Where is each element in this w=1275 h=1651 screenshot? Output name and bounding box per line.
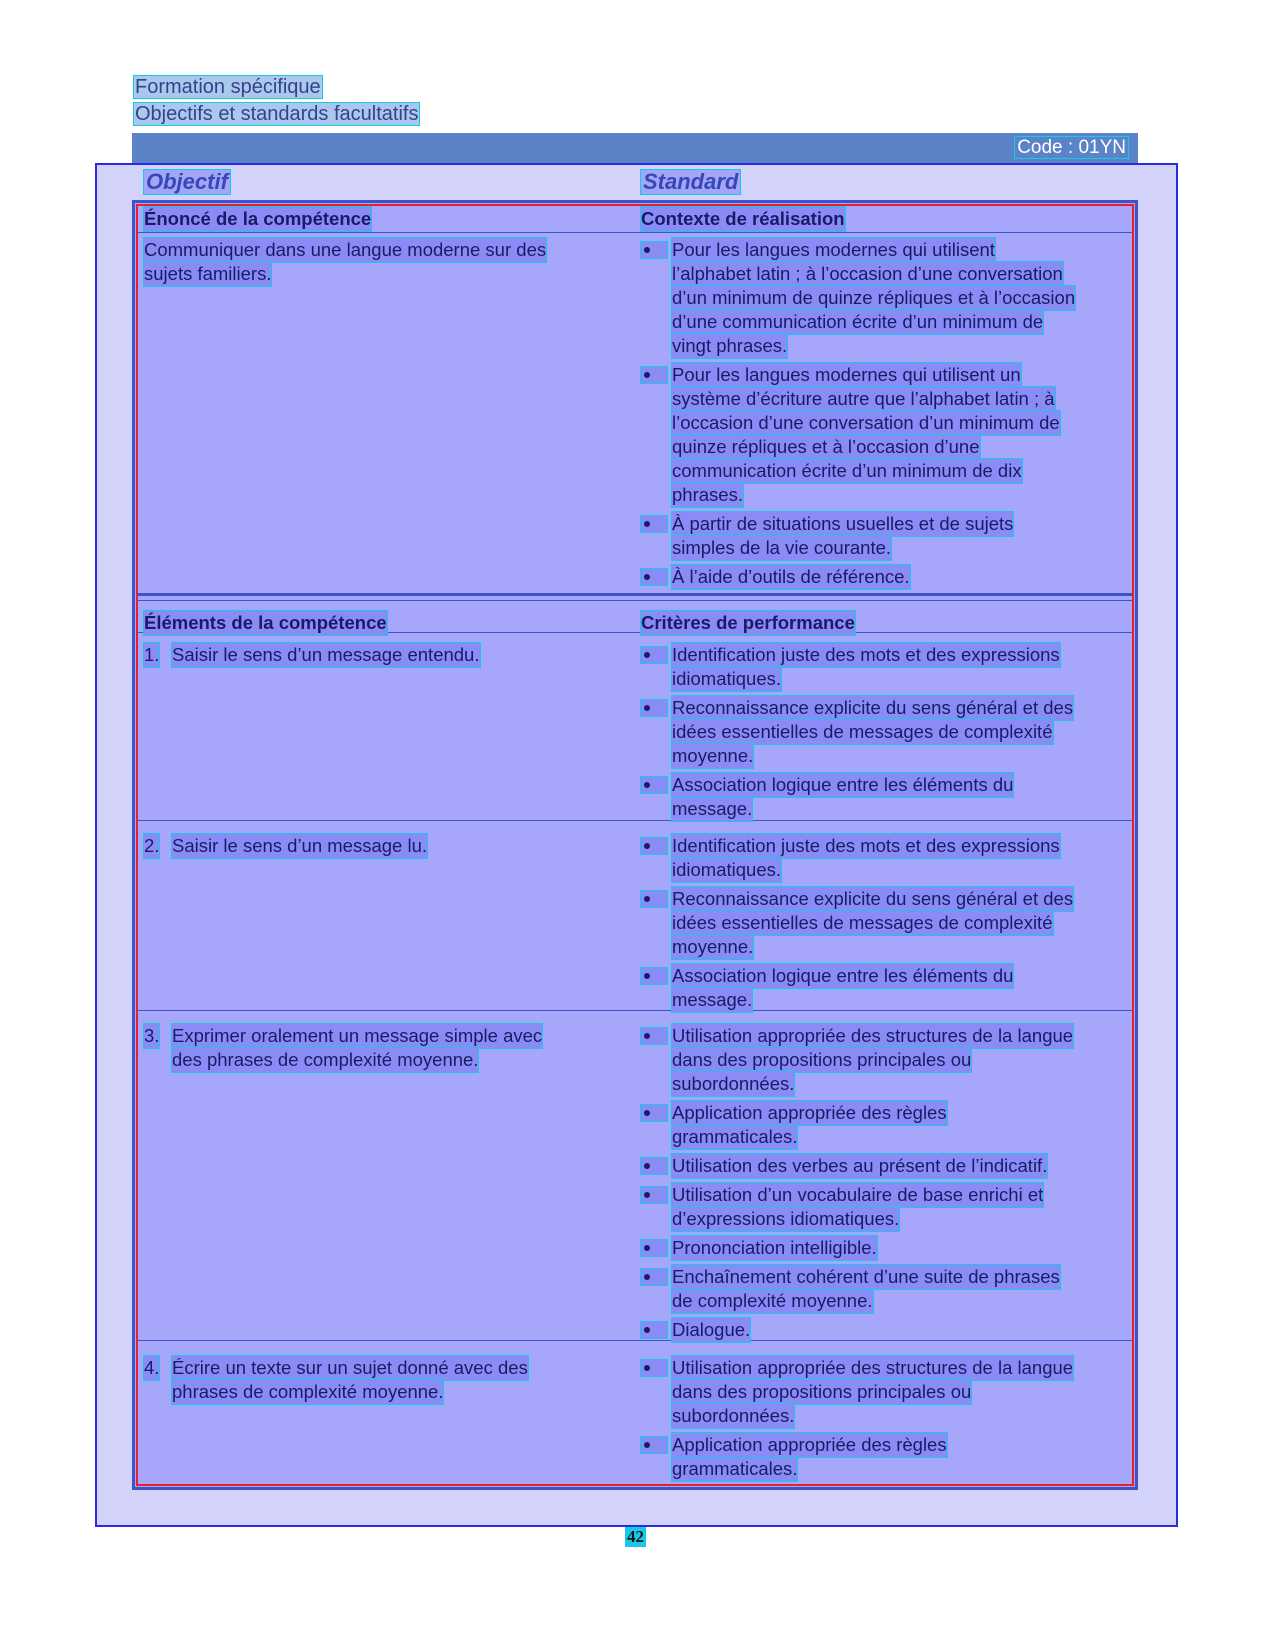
- criterion-line: Application appropriée des règles: [672, 1434, 947, 1455]
- element-text: Exprimer oralement un message simple avec: [172, 1025, 543, 1046]
- criterion-line: Reconnaissance explicite du sens général et des: [672, 888, 1074, 909]
- criterion-line: grammaticales.: [672, 1126, 798, 1147]
- bullet-icon: [641, 516, 667, 532]
- criterion-line: d’une communication écrite d’un minimum de: [672, 311, 1044, 332]
- criterion-line: Utilisation appropriée des structures de la langue: [672, 1025, 1074, 1046]
- bullet-icon: [641, 1028, 667, 1044]
- criterion-line: Application appropriée des règles: [672, 1102, 947, 1123]
- element-text: des phrases de complexité moyenne.: [172, 1049, 479, 1070]
- section-divider: [136, 593, 1134, 596]
- criterion-line: d’expressions idiomatiques.: [672, 1208, 900, 1229]
- section-header-contexte: Contexte de réalisation: [641, 208, 845, 229]
- bullet-icon: [641, 1322, 667, 1338]
- bullet-icon: [641, 1437, 667, 1453]
- bullet-icon: [641, 242, 667, 258]
- criterion-line: Enchaînement cohérent d’une suite de phrases: [672, 1266, 1060, 1287]
- criterion-line: À partir de situations usuelles et de sujets: [672, 513, 1014, 534]
- bullet-icon: [641, 1269, 667, 1285]
- criterion-line: Pour les langues modernes qui utilisent: [672, 239, 995, 260]
- bullet-icon: [641, 569, 667, 585]
- criterion-line: subordonnées.: [672, 1073, 795, 1094]
- header-line-1: Formation spécifique: [135, 76, 321, 98]
- criterion-line: grammaticales.: [672, 1458, 798, 1479]
- criterion-line: dans des propositions principales ou: [672, 1049, 972, 1070]
- competency-statement: sujets familiers.: [144, 263, 272, 284]
- criterion-line: moyenne.: [672, 745, 754, 766]
- criterion-line: idées essentielles de messages de complexité: [672, 912, 1053, 933]
- section-header-elements: Éléments de la compétence: [144, 612, 387, 633]
- bullet-icon: [641, 1105, 667, 1121]
- criterion-line: l’occasion d’une conversation d’un minimum de: [672, 412, 1060, 433]
- row-divider: [136, 1340, 1134, 1341]
- criterion-line: dans des propositions principales ou: [672, 1381, 972, 1402]
- criterion-line: de complexité moyenne.: [672, 1290, 873, 1311]
- criterion-line: Utilisation des verbes au présent de l’indicatif.: [672, 1155, 1048, 1176]
- criterion-line: idées essentielles de messages de complexité: [672, 721, 1053, 742]
- criterion-line: idiomatiques.: [672, 668, 782, 689]
- criterion-line: Dialogue.: [672, 1319, 751, 1340]
- criterion-line: idiomatiques.: [672, 859, 782, 880]
- section-header-criteres: Critères de performance: [641, 612, 855, 633]
- criterion-line: Pour les langues modernes qui utilisent un: [672, 364, 1021, 385]
- bullet-icon: [641, 891, 667, 907]
- criterion-line: simples de la vie courante.: [672, 537, 892, 558]
- element-number: 3.: [144, 1025, 160, 1046]
- bullet-icon: [641, 968, 667, 984]
- bullet-icon: [641, 838, 667, 854]
- element-text: phrases de complexité moyenne.: [172, 1381, 444, 1402]
- criterion-line: Association logique entre les éléments du: [672, 774, 1014, 795]
- bullet-icon: [641, 367, 667, 383]
- bullet-icon: [641, 1158, 667, 1174]
- element-number: 2.: [144, 835, 160, 856]
- criterion-line: phrases.: [672, 484, 743, 505]
- course-code: Code : 01YN: [1017, 137, 1126, 158]
- criterion-line: moyenne.: [672, 936, 754, 957]
- criterion-line: Prononciation intelligible.: [672, 1237, 877, 1258]
- code-bar: [132, 133, 1138, 163]
- criterion-line: système d’écriture autre que l’alphabet latin ; à: [672, 388, 1055, 409]
- bullet-icon: [641, 1240, 667, 1256]
- bullet-icon: [641, 1360, 667, 1376]
- element-number: 4.: [144, 1357, 160, 1378]
- criterion-line: Association logique entre les éléments du: [672, 965, 1014, 986]
- column-heading-objectif: Objectif: [146, 169, 228, 194]
- criterion-line: message.: [672, 798, 753, 819]
- bullet-icon: [641, 777, 667, 793]
- row-divider: [136, 1010, 1134, 1011]
- bullet-icon: [641, 1187, 667, 1203]
- element-text: Écrire un texte sur un sujet donné avec des: [172, 1357, 528, 1378]
- bullet-icon: [641, 647, 667, 663]
- bullet-icon: [641, 700, 667, 716]
- criterion-line: Identification juste des mots et des expressions: [672, 644, 1060, 665]
- column-heading-standard: Standard: [643, 169, 739, 194]
- criterion-line: Identification juste des mots et des expressions: [672, 835, 1060, 856]
- page-number: 42: [627, 1527, 644, 1546]
- criterion-line: Utilisation d’un vocabulaire de base enrichi et: [672, 1184, 1044, 1205]
- header-line-2: Objectifs et standards facultatifs: [135, 103, 419, 125]
- competency-statement: Communiquer dans une langue moderne sur des: [144, 239, 547, 260]
- row-divider: [136, 232, 1134, 233]
- criterion-line: Utilisation appropriée des structures de la langue: [672, 1357, 1074, 1378]
- element-number: 1.: [144, 644, 160, 665]
- element-text: Saisir le sens d’un message entendu.: [172, 644, 480, 665]
- element-text: Saisir le sens d’un message lu.: [172, 835, 428, 856]
- criterion-line: d’un minimum de quinze répliques et à l’occasion: [672, 287, 1076, 308]
- criterion-line: À l’aide d’outils de référence.: [672, 566, 910, 587]
- criterion-line: vingt phrases.: [672, 335, 788, 356]
- criterion-line: l’alphabet latin ; à l’occasion d’une conversation: [672, 263, 1063, 284]
- row-divider: [136, 820, 1134, 821]
- section-header-enonce: Énoncé de la compétence: [144, 208, 372, 229]
- criterion-line: quinze répliques et à l’occasion d’une: [672, 436, 980, 457]
- criterion-line: Reconnaissance explicite du sens général et des: [672, 697, 1074, 718]
- row-divider: [136, 600, 1134, 601]
- criterion-line: message.: [672, 989, 753, 1010]
- criterion-line: subordonnées.: [672, 1405, 795, 1426]
- criterion-line: communication écrite d’un minimum de dix: [672, 460, 1022, 481]
